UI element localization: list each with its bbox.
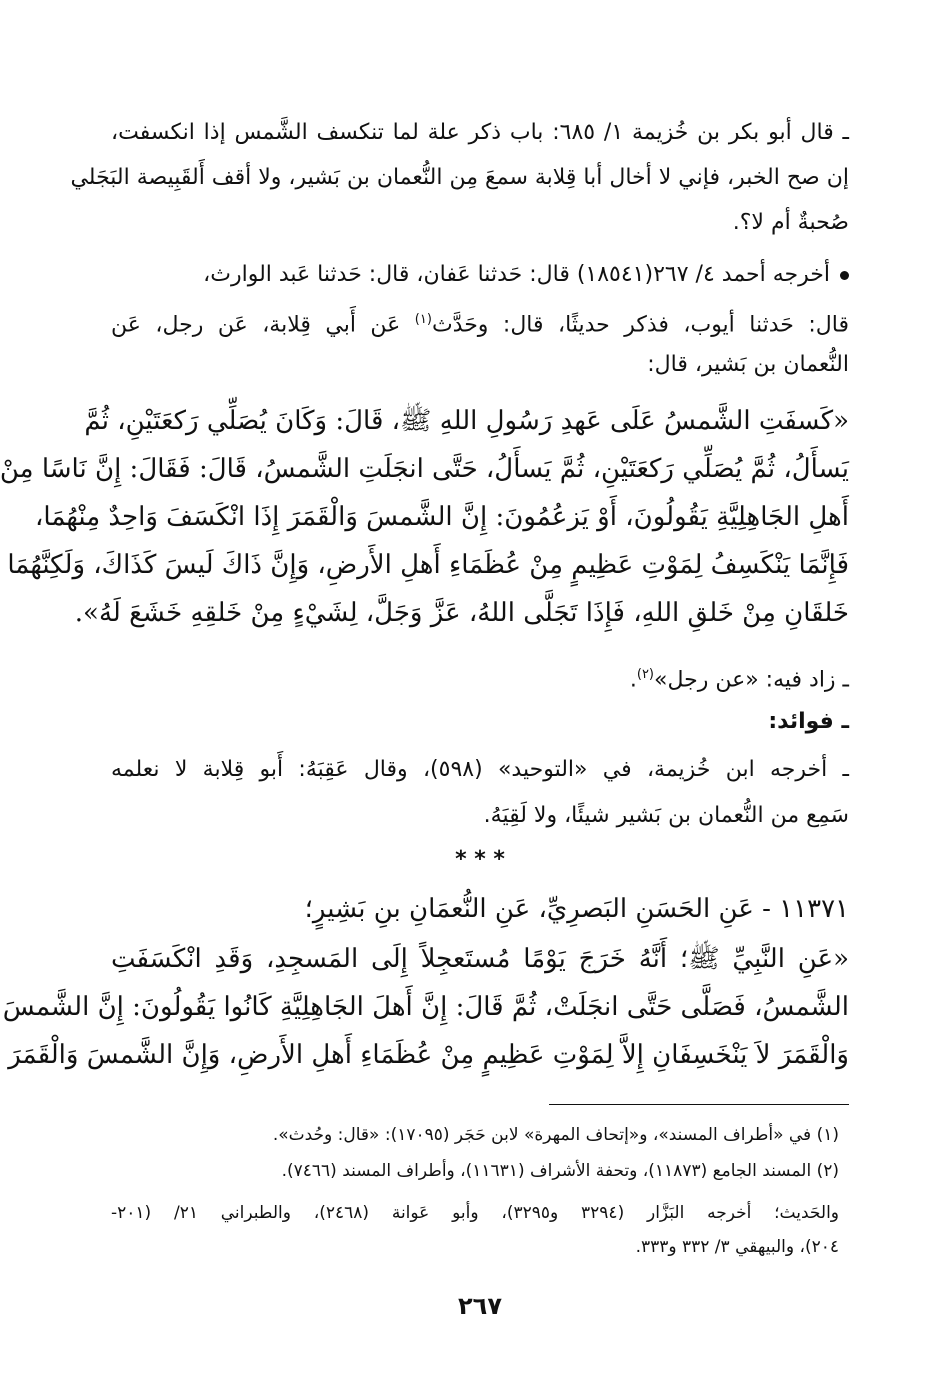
text-line	[111, 300, 849, 345]
hadith-line: «كَسفَتِ الشَّمسُ عَلَى عَهدِ رَسُولِ اللهِ ﷺ، قَالَ: وَكَانَ يُصَلِّي رَكعَتَيْنِ، ثُمَّ	[84, 406, 849, 436]
text-line: إن صح الخبر، فإني لا أخال أبا قِلابة سمعَ مِن النُّعمان بن بَشير، ولا أقف أَلقَبِيصة البَجَلي	[70, 165, 849, 190]
text-span: قال: حَدثنا أيوب، فذكر حديثًا، قال: وحَدَّث	[431, 312, 850, 338]
footnote: (٢) المسند الجامع (١١٨٧٣)، وتحفة الأشراف (١١٦٣١)، وأطراف المسند (٧٤٦٦).	[281, 1161, 839, 1181]
page-number: ٢٦٧	[458, 1292, 502, 1320]
hadith-heading: ١١٣٧١ - عَنِ الحَسَنِ البَصرِيِّ، عَنِ النُّعمَانِ بنِ بَشِيرٍ؛	[304, 894, 849, 924]
hadith-line: الشَّمسُ، فَصَلَّى حَتَّى انجَلَتْ، ثُمَّ قَالَ: إِنَّ أَهلَ الجَاهِلِيَّةِ كَانُوا يَقُولُونَ: إِنَّ الشَّمسَ	[2, 992, 849, 1022]
text-span: عَن أَبي قِلابة، عَن رجل، عَن	[111, 312, 401, 338]
hadith-line: خَلقَانِ مِنْ خَلقِ اللهِ، فَإِذَا تَجَلَّى اللهُ، عَزَّ وَجَلَّ، لِشَيْءٍ مِنْ خَلقِهِ خَشَعَ لَهُ».	[74, 598, 849, 628]
bullet-dot-icon	[840, 271, 849, 280]
hadith-line: فَإِنَّمَا يَنْكَسِفُ لِمَوْتِ عَظِيمٍ مِنْ عُظَمَاءِ أَهلِ الأَرضِ، وَإِنَّ ذَاكَ لَيسَ كَذَاكَ، وَلَكِنَّهُمَا	[7, 550, 849, 580]
hadith-line: أَهلِ الجَاهِلِيَّةِ يَقُولُونَ، أَوْ يَزعُمُونَ: إِنَّ الشَّمسَ وَالْقَمَرَ إِذَا انْكَسَفَ وَاحِدٌ مِنْهُمَا،	[35, 502, 849, 532]
footnote: والحَديث؛ أخرجه البَزَّار (٣٢٩٤ و٣٢٩٥)، وأبو عَوانة (٢٤٦٨)، والطبراني ٢١/ (٢٠١-	[111, 1203, 839, 1223]
footnote: (١) في «أطراف المسند»، و«إتحاف المهرة» لابن حَجَر (١٧٠٩٥): «قال: وحُدث».	[272, 1125, 839, 1145]
hadith-line: وَالْقَمَرَ لاَ يَنْخَسِفَانِ إِلاَّ لِمَوْتِ عَظِيمٍ مِنْ عُظَمَاءِ أَهلِ الأَرضِ، وَإِنَّ الشَّمسَ وَالْقَمَرَ	[8, 1040, 849, 1070]
text-line: صُحبةٌ أم لا؟.	[732, 210, 849, 235]
footnote-divider	[549, 1104, 849, 1105]
text-span: ـ زاد فيه: «عن رجل»	[654, 667, 849, 693]
text-line: ـ قال أبو بكر بن خُزيمة ١/ ٦٨٥: باب ذكر علة لما تنكسف الشَّمس إذا انكسفت،	[111, 120, 849, 145]
hadith-line: «عَنِ النَّبِيِّ ﷺ؛ أَنَّهُ خَرَجَ يَوْمًا مُستَعجِلاً إِلَى المَسجِدِ، وَقَدِ انْكَسَفَتِ	[111, 944, 849, 974]
section-heading: ـ فوائد:	[768, 709, 849, 734]
text-line: سَمِع من النُّعمان بن بَشير شيئًا، ولا لَقِيَهُ.	[483, 803, 849, 828]
bullet-paragraph-line	[111, 255, 849, 295]
footnote: ٢٠٤)، والبيهقي ٣/ ٣٣٢ و٣٣٣.	[635, 1237, 839, 1257]
text-line: النُّعمان بن بَشير، قال:	[647, 352, 849, 377]
hadith-line: يَسأَلُ، ثُمَّ يُصَلِّي رَكعَتَيْنِ، ثُمَّ يَسأَلُ، حَتَّى انجَلَتِ الشَّمسُ، قَالَ: فَقَالَ: إِنَّ نَاسًا مِنْ	[0, 454, 849, 484]
footnote-ref: (١)	[414, 312, 432, 327]
text-span: أخرجه أحمد ٤/ ٢٦٧(١٨٥٤١) قال: حَدثنا عَفان، قال: حَدثنا عَبد الوارث،	[203, 262, 830, 287]
text-line: ـ زاد فيه: «عن رجل»$^{(٢)}$.	[629, 667, 849, 693]
text-line: ـ أخرجه ابن خُزيمة، في «التوحيد» (٥٩٨)، وقال عَقِبَهُ: أَبو قِلابة لا نعلمه	[111, 757, 849, 782]
footnote-ref: (٢)	[636, 667, 654, 682]
section-separator: * * *	[455, 847, 505, 872]
